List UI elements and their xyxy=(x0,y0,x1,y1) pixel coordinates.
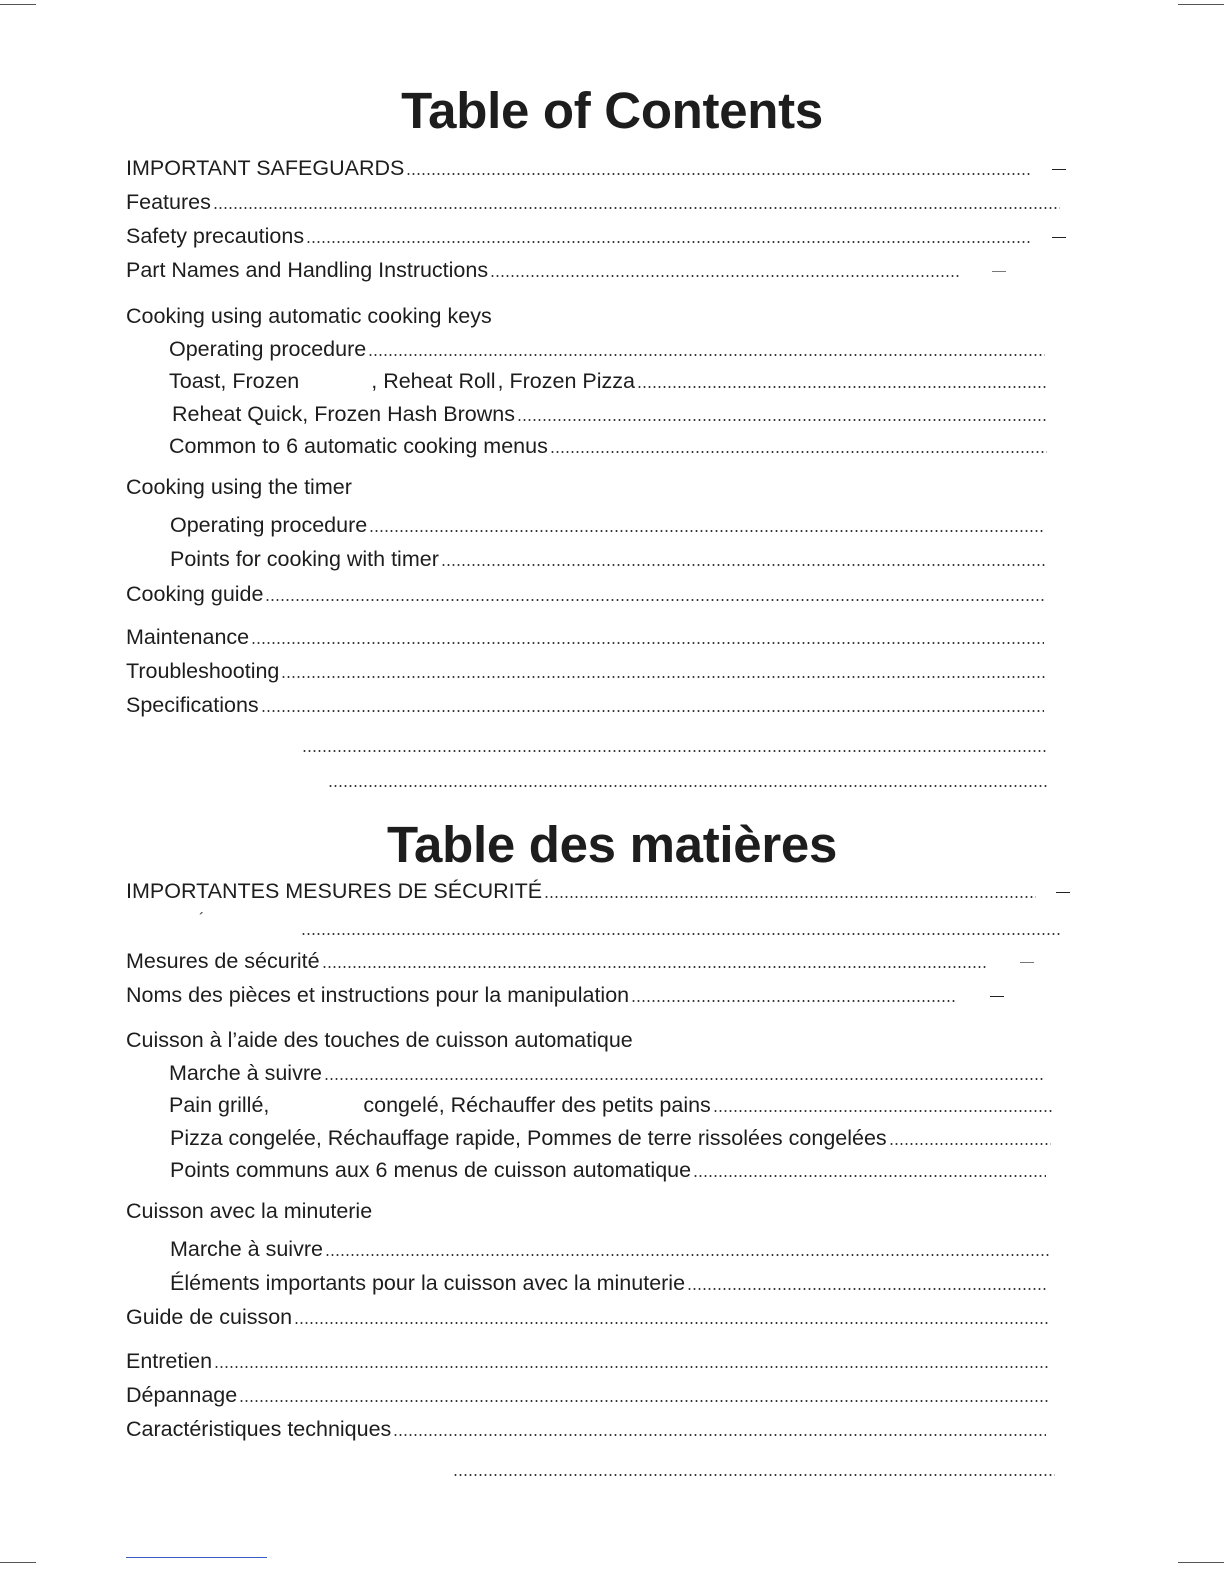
toc-entry-unlabeled-1[interactable] xyxy=(302,731,1047,759)
toc-entry-importantes-mesures[interactable] xyxy=(126,877,1070,905)
dot-leader xyxy=(251,623,1044,651)
stray-accent-mark: ´ xyxy=(199,911,205,928)
dot-leader xyxy=(213,188,1060,216)
dot-leader xyxy=(322,947,986,975)
footer-rule xyxy=(126,1557,267,1558)
toc-entry-guide-cuisson[interactable] xyxy=(126,1303,1050,1331)
toc-title-french: Table des matières xyxy=(386,816,838,873)
crop-mark-top-right xyxy=(1178,4,1224,5)
dot-leader xyxy=(889,1124,1051,1152)
toc-entry-label: Marche à suivre xyxy=(169,1061,322,1085)
toc-entry-elements-importants[interactable] xyxy=(170,1269,1047,1297)
toc-entry-label-part-2: , Reheat Roll xyxy=(371,369,496,393)
toc-entry-pain-grille[interactable] xyxy=(169,1091,1054,1119)
toc-entry-label: Toast, Frozen xyxy=(169,369,300,393)
toc-title-english: Table of Contents xyxy=(401,82,823,139)
toc-entry-reheat-quick[interactable] xyxy=(172,400,1047,428)
dot-leader xyxy=(328,766,1049,794)
dot-leader xyxy=(693,1156,1046,1184)
dot-leader xyxy=(441,545,1045,573)
toc-entry-specifications[interactable] xyxy=(126,691,1044,719)
toc-entry-toast-frozen[interactable] xyxy=(169,367,1047,395)
toc-entry-label: Reheat Quick, Frozen Hash Browns xyxy=(172,402,515,426)
toc-entry-label-part-2: congelé, Réchauffer des petits pains xyxy=(363,1093,711,1117)
dot-leader xyxy=(301,914,1062,942)
page-range-dash xyxy=(1052,237,1066,238)
dot-leader xyxy=(687,1269,1047,1297)
toc-entry-label: Features xyxy=(126,190,211,214)
toc-entry-points-timer[interactable] xyxy=(170,545,1045,573)
dot-leader xyxy=(631,981,956,1009)
dot-leader xyxy=(324,1059,1045,1087)
dot-leader xyxy=(517,400,1047,428)
toc-section-cuisson-automatique[interactable]: Cuisson à l’aide des touches de cuisson automatique xyxy=(126,1028,633,1052)
toc-entry-label: Guide de cuisson xyxy=(126,1305,293,1329)
dot-leader xyxy=(637,367,1047,395)
toc-entry-troubleshooting[interactable] xyxy=(126,657,1045,685)
toc-entry-label: Éléments importants pour la cuisson avec la minuterie xyxy=(170,1271,686,1295)
crop-mark-bottom-right xyxy=(1178,1562,1224,1563)
toc-entry-operating-procedure-timer[interactable] xyxy=(170,511,1045,539)
toc-entry-points-communs[interactable] xyxy=(170,1156,1046,1184)
toc-entry-label: Dépannage xyxy=(126,1383,238,1407)
dot-leader xyxy=(393,1415,1046,1443)
dot-leader xyxy=(265,580,1045,608)
dot-leader xyxy=(214,1347,1050,1375)
dot-leader xyxy=(713,1091,1054,1119)
toc-entry-entretien[interactable] xyxy=(126,1347,1050,1375)
toc-entry-marche-a-suivre-minuterie[interactable] xyxy=(170,1235,1049,1263)
toc-entry-label: Operating procedure xyxy=(169,337,367,361)
dot-leader xyxy=(302,731,1047,759)
toc-entry-mesures-securite[interactable] xyxy=(126,947,1050,975)
toc-entry-unlabeled-fr-2[interactable] xyxy=(453,1455,1055,1483)
page-range-dash xyxy=(992,271,1006,272)
toc-entry-label: Common to 6 automatic cooking menus xyxy=(169,434,548,458)
toc-entry-label: Maintenance xyxy=(126,625,250,649)
toc-entry-features[interactable] xyxy=(126,188,1060,216)
toc-entry-unlabeled-fr-1[interactable] xyxy=(301,914,1062,942)
toc-entry-label: Mesures de sécurité xyxy=(126,949,320,973)
toc-entry-depannage[interactable] xyxy=(126,1381,1050,1409)
page-range-dash xyxy=(990,996,1004,997)
dot-leader xyxy=(239,1381,1050,1409)
toc-entry-pizza-congelee[interactable] xyxy=(170,1124,1051,1152)
toc-entry-label: Points for cooking with timer xyxy=(170,547,439,571)
toc-entry-caracteristiques[interactable] xyxy=(126,1415,1046,1443)
toc-entry-label-part-3: , Frozen Pizza xyxy=(497,369,635,393)
toc-entry-label: Noms des pièces et instructions pour la manipulation xyxy=(126,983,630,1007)
toc-entry-label: Safety precautions xyxy=(126,224,305,248)
toc-entry-label: Entretien xyxy=(126,1349,213,1373)
toc-section-timer[interactable]: Cooking using the timer xyxy=(126,475,352,499)
toc-entry-label: Pizza congelée, Réchauffage rapide, Pommes de terre rissolées congelées xyxy=(170,1126,887,1150)
toc-entry-noms-pieces[interactable] xyxy=(126,981,1050,1009)
dot-leader xyxy=(544,877,1036,905)
dot-leader xyxy=(369,511,1045,539)
toc-entry-part-names[interactable] xyxy=(126,256,1066,284)
toc-entry-label: Troubleshooting xyxy=(126,659,280,683)
page-range-dash xyxy=(1052,169,1066,170)
dot-leader xyxy=(261,691,1044,719)
toc-entry-label: Cooking guide xyxy=(126,582,264,606)
toc-entry-unlabeled-2[interactable] xyxy=(328,766,1049,794)
toc-entry-label: Specifications xyxy=(126,693,259,717)
dot-leader xyxy=(368,335,1045,363)
toc-entry-label: IMPORTANT SAFEGUARDS xyxy=(126,156,405,180)
toc-entry-important-safeguards[interactable] xyxy=(126,154,1066,182)
page-range-dash xyxy=(1056,892,1070,893)
crop-mark-top-left xyxy=(0,4,36,5)
toc-entry-label: Operating procedure xyxy=(170,513,368,537)
toc-entry-label: Marche à suivre xyxy=(170,1237,323,1261)
dot-leader xyxy=(294,1303,1050,1331)
crop-mark-bottom-left xyxy=(0,1562,36,1563)
page-range-dash xyxy=(1020,962,1034,963)
toc-entry-label: IMPORTANTES MESURES DE SÉCURITÉ xyxy=(126,879,543,903)
toc-section-automatic-cooking-keys[interactable]: Cooking using automatic cooking keys xyxy=(126,304,492,328)
dot-leader xyxy=(550,432,1047,460)
dot-leader xyxy=(325,1235,1049,1263)
toc-entry-marche-a-suivre-auto[interactable] xyxy=(169,1059,1045,1087)
dot-leader xyxy=(490,256,960,284)
toc-section-minuterie[interactable]: Cuisson avec la minuterie xyxy=(126,1199,373,1223)
dot-leader xyxy=(406,154,1032,182)
toc-entry-label: Points communs aux 6 menus de cuisson automatique xyxy=(170,1158,692,1182)
toc-entry-safety-precautions[interactable] xyxy=(126,222,1066,250)
dot-leader xyxy=(281,657,1045,685)
toc-entry-operating-procedure-auto[interactable] xyxy=(169,335,1045,363)
toc-entry-label: Part Names and Handling Instructions xyxy=(126,258,489,282)
toc-entry-label: Caractéristiques techniques xyxy=(126,1417,392,1441)
toc-entry-cooking-guide[interactable] xyxy=(126,580,1045,608)
toc-entry-common-6-menus[interactable] xyxy=(169,432,1047,460)
toc-entry-maintenance[interactable] xyxy=(126,623,1044,651)
toc-entry-label: Pain grillé, xyxy=(169,1093,270,1117)
dot-leader xyxy=(453,1455,1055,1483)
dot-leader xyxy=(306,222,1032,250)
